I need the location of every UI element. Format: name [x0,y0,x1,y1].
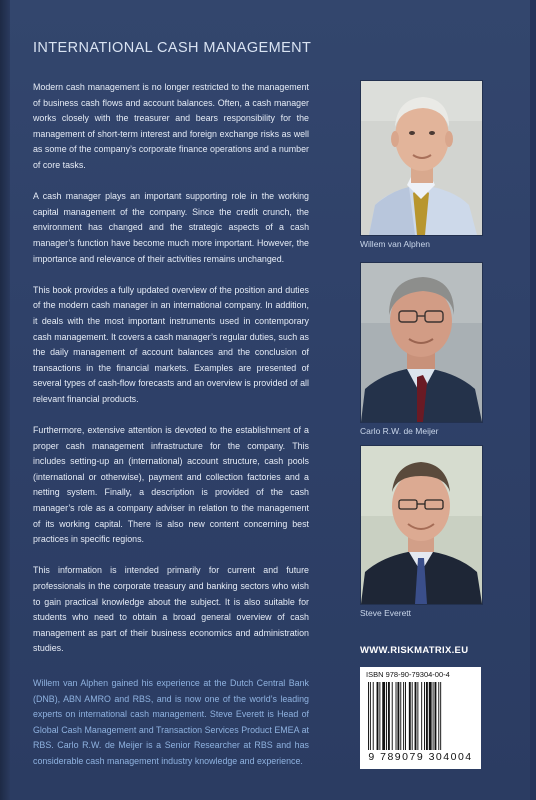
cover-title: INTERNATIONAL CASH MANAGEMENT [33,40,312,56]
author-caption-1: Willem van Alphen [360,239,430,249]
author-photo-steve-everett [360,445,483,605]
publisher-website[interactable]: WWW.RISKMATRIX.EU [360,645,469,656]
author-caption-2: Carlo R.W. de Meijer [360,426,439,436]
author-bio: Willem van Alphen gained his experience at the Dutch Central Bank (DNB), ABN AMRO and RBS, and is now one of the world’s leading experts on international cash management. Steve Everett is Head of Global Cash Management and Transaction Services Product EMEA at RBS. Carlo R.W. de Meijer is a Senior Researcher at RBS and has considerable cash management industry knowledge and experience. [33,678,309,766]
ean-digits: 9 789079 304004 [368,751,473,763]
author-photo-willem-van-alphen [360,80,483,236]
isbn-label: ISBN 978-90-79304-00-4 [366,670,450,679]
blurb-paragraph-4: Furthermore, extensive attention is devoted to the establishment of a proper cash management infrastructure for the company. This includes setting-up an (international) account structure, cash pools (international or otherwise), payment and collection factories and a netting system. Finally, a description is provided of the cash manager’s role as a company adviser in relation to the management of its working capital. There is also new content concerning best practices in specific regions. [33,425,309,545]
author-caption-3: Steve Everett [360,608,412,618]
blurb-paragraph-5: This information is intended primarily for current and future professionals in the corporate treasury and banking sectors who wish to gain practical knowledge about the subject. It is also suitable for students who need to obtain a broad general overview of cash management as part of their business economics and administration studies. [33,565,309,654]
blurb-paragraph-3: This book provides a fully updated overview of the position and duties of the modern cash manager in an international company. In addition, it deals with the most important instruments used in contemporary cash management. It covers a cash manager’s regular duties, such as the daily management of account balances and the conclusion of transactions in the financial markets. Examples are presented of several types of cash-flow forecasts and an overview is provided of all relevant financial products. [33,284,309,404]
blurb [33,80,309,673]
barcode-panel [360,667,481,769]
blurb-paragraph-1: Modern cash management is no longer restricted to the management of business cash flows and account balances. Often, a cash manager works closely with the treasurer and bears responsibility for the management of short-term interest and foreign exchange risks as well as some of the company’s corporate finance operations and a number of core tasks. [33,82,309,170]
barcode-icon [368,682,473,750]
author-photo-carlo-de-meijer [360,262,483,423]
spine-edge [0,0,10,800]
blurb-paragraph-2: A cash manager plays an important supporting role in the working capital management of the company. Since the credit crunch, the environment has changed and the strategic aspects of a cash manager’s function have become much more important. However, the importance and relevance of their activities remains unchanged. [33,191,309,264]
cover-right-edge [530,0,536,800]
